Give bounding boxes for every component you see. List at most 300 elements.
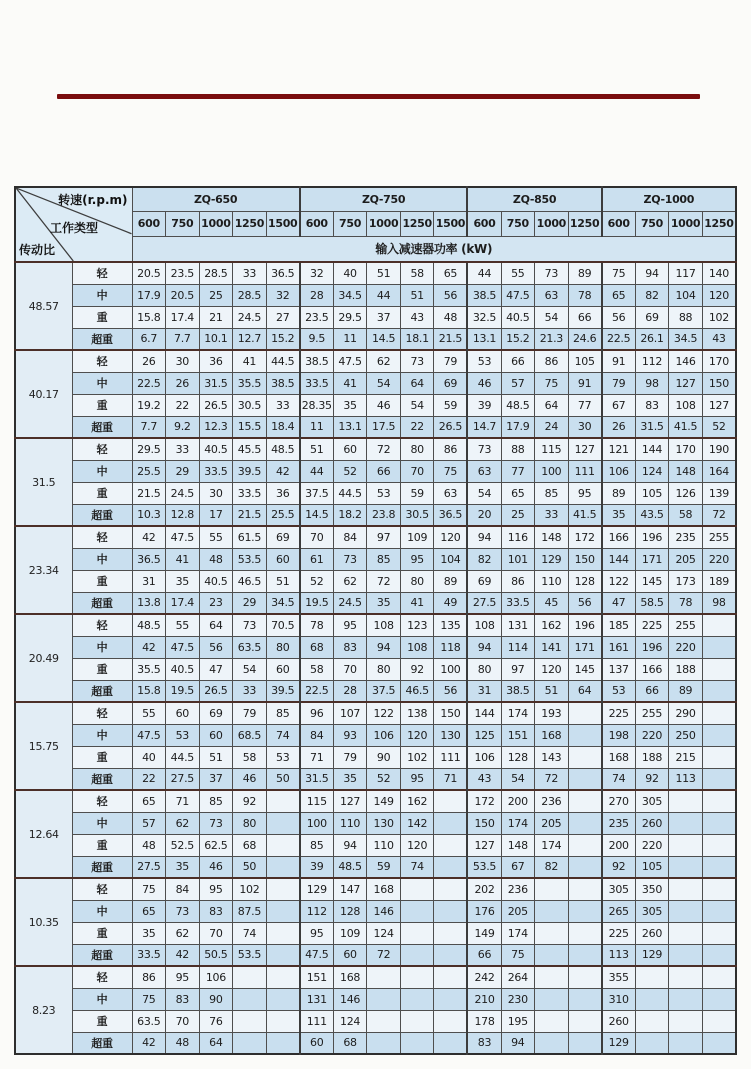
value-cell: 48: [434, 306, 468, 328]
value-cell: 56: [199, 636, 233, 658]
value-cell: 10.1: [199, 328, 233, 350]
speed-header: 1000: [367, 211, 401, 236]
value-cell: 9.2: [166, 416, 200, 438]
value-cell: 12.3: [199, 416, 233, 438]
value-cell: 171: [568, 636, 602, 658]
value-cell: [400, 1010, 434, 1032]
value-cell: [367, 966, 401, 988]
value-cell: 55: [501, 262, 535, 284]
power-unit-label: 输入减速器功率 (kW): [132, 236, 736, 262]
value-cell: [434, 790, 468, 812]
ratio-cell: 48.57: [15, 262, 72, 350]
value-cell: 30: [568, 416, 602, 438]
value-cell: 39.5: [266, 680, 300, 702]
value-cell: 151: [501, 724, 535, 746]
value-cell: 111: [300, 1010, 334, 1032]
value-cell: 69: [467, 570, 501, 592]
value-cell: [635, 988, 669, 1010]
value-cell: [535, 1032, 569, 1054]
value-cell: 36: [266, 482, 300, 504]
value-cell: 86: [535, 350, 569, 372]
value-cell: [535, 900, 569, 922]
value-cell: 150: [702, 372, 736, 394]
work-type-cell: 超重: [72, 680, 132, 702]
value-cell: 43: [400, 306, 434, 328]
value-cell: [266, 834, 300, 856]
value-cell: 87.5: [233, 900, 267, 922]
value-cell: 92: [635, 768, 669, 790]
value-cell: [400, 988, 434, 1010]
speed-header: 1000: [669, 211, 703, 236]
value-cell: 131: [501, 614, 535, 636]
value-cell: [702, 856, 736, 878]
value-cell: [535, 922, 569, 944]
work-type-cell: 轻: [72, 438, 132, 460]
value-cell: 27.5: [467, 592, 501, 614]
work-type-cell: 中: [72, 636, 132, 658]
value-cell: [568, 834, 602, 856]
value-cell: 121: [602, 438, 636, 460]
value-cell: [702, 724, 736, 746]
value-cell: 116: [501, 526, 535, 548]
value-cell: 39: [300, 856, 334, 878]
value-cell: 91: [602, 350, 636, 372]
value-cell: [434, 878, 468, 900]
value-cell: 150: [467, 812, 501, 834]
value-cell: 41: [233, 350, 267, 372]
value-cell: 106: [367, 724, 401, 746]
table-row: [15, 966, 736, 988]
value-cell: 143: [535, 746, 569, 768]
value-cell: 32: [266, 284, 300, 306]
value-cell: 124: [333, 1010, 367, 1032]
value-cell: 86: [132, 966, 166, 988]
value-cell: 47.5: [166, 526, 200, 548]
value-cell: 53: [367, 482, 401, 504]
value-cell: 127: [669, 372, 703, 394]
value-cell: 92: [400, 658, 434, 680]
value-cell: 17.4: [166, 592, 200, 614]
value-cell: 27.5: [166, 768, 200, 790]
speed-header: 1250: [233, 211, 267, 236]
value-cell: 71: [166, 790, 200, 812]
value-cell: 168: [333, 966, 367, 988]
work-type-cell: 超重: [72, 768, 132, 790]
value-cell: 36.5: [266, 262, 300, 284]
value-cell: 112: [300, 900, 334, 922]
value-cell: 137: [602, 658, 636, 680]
value-cell: 225: [602, 702, 636, 724]
work-type-cell: 中: [72, 284, 132, 306]
value-cell: 129: [635, 944, 669, 966]
value-cell: 188: [635, 746, 669, 768]
value-cell: 12.7: [233, 328, 267, 350]
table-row: [15, 790, 736, 812]
value-cell: 122: [367, 702, 401, 724]
value-cell: 75: [132, 988, 166, 1010]
value-cell: 120: [535, 658, 569, 680]
value-cell: 150: [568, 548, 602, 570]
work-type-cell: 超重: [72, 944, 132, 966]
value-cell: [568, 812, 602, 834]
value-cell: 85: [300, 834, 334, 856]
value-cell: 44: [467, 262, 501, 284]
value-cell: [434, 922, 468, 944]
value-cell: 145: [635, 570, 669, 592]
value-cell: 22: [166, 394, 200, 416]
value-cell: 47.5: [132, 724, 166, 746]
value-cell: 11: [300, 416, 334, 438]
value-cell: 200: [501, 790, 535, 812]
value-cell: 101: [501, 548, 535, 570]
value-cell: 44.5: [333, 482, 367, 504]
value-cell: 38.5: [266, 372, 300, 394]
value-cell: 80: [233, 812, 267, 834]
value-cell: 52.5: [166, 834, 200, 856]
value-cell: 66: [568, 306, 602, 328]
value-cell: 305: [635, 900, 669, 922]
value-cell: 59: [367, 856, 401, 878]
value-cell: 22.5: [132, 372, 166, 394]
value-cell: 172: [467, 790, 501, 812]
reducer-power-table: [14, 186, 737, 1055]
value-cell: 242: [467, 966, 501, 988]
value-cell: 64: [199, 614, 233, 636]
value-cell: 51: [400, 284, 434, 306]
value-cell: 41.5: [568, 504, 602, 526]
value-cell: 129: [602, 1032, 636, 1054]
value-cell: 21: [199, 306, 233, 328]
work-type-cell: 超重: [72, 328, 132, 350]
value-cell: 58.5: [635, 592, 669, 614]
value-cell: [702, 834, 736, 856]
value-cell: 40.5: [199, 570, 233, 592]
value-cell: 305: [635, 790, 669, 812]
value-cell: 67: [501, 856, 535, 878]
value-cell: 35: [166, 856, 200, 878]
value-cell: [702, 878, 736, 900]
value-cell: 89: [602, 482, 636, 504]
work-type-cell: 超重: [72, 416, 132, 438]
value-cell: 68: [233, 834, 267, 856]
value-cell: 56: [434, 680, 468, 702]
value-cell: 66: [501, 350, 535, 372]
value-cell: 35: [132, 922, 166, 944]
value-cell: 72: [702, 504, 736, 526]
page-top-rule: [57, 94, 700, 99]
value-cell: 40: [132, 746, 166, 768]
value-cell: 25: [199, 284, 233, 306]
value-cell: 178: [467, 1010, 501, 1032]
value-cell: 40.5: [199, 438, 233, 460]
value-cell: 135: [434, 614, 468, 636]
value-cell: 48: [132, 834, 166, 856]
value-cell: 107: [333, 702, 367, 724]
value-cell: 196: [635, 526, 669, 548]
value-cell: 15.2: [501, 328, 535, 350]
value-cell: 126: [669, 482, 703, 504]
value-cell: 13.1: [467, 328, 501, 350]
value-cell: 33: [266, 394, 300, 416]
work-type-cell: 轻: [72, 966, 132, 988]
value-cell: 66: [635, 680, 669, 702]
value-cell: [702, 702, 736, 724]
value-cell: 63: [434, 482, 468, 504]
value-cell: 80: [367, 658, 401, 680]
speed-header: 1000: [199, 211, 233, 236]
value-cell: 120: [400, 724, 434, 746]
value-cell: 90: [199, 988, 233, 1010]
value-cell: 47.5: [166, 636, 200, 658]
value-cell: [266, 1032, 300, 1054]
value-cell: 6.7: [132, 328, 166, 350]
value-cell: 235: [602, 812, 636, 834]
value-cell: 13.8: [132, 592, 166, 614]
value-cell: 73: [166, 900, 200, 922]
table-row: [15, 922, 736, 944]
value-cell: 44.5: [266, 350, 300, 372]
value-cell: 82: [635, 284, 669, 306]
value-cell: 58: [669, 504, 703, 526]
value-cell: 130: [434, 724, 468, 746]
value-cell: 174: [501, 702, 535, 724]
value-cell: [535, 966, 569, 988]
value-cell: 148: [535, 526, 569, 548]
table-header: [15, 187, 736, 262]
value-cell: 111: [568, 460, 602, 482]
table-row: [15, 944, 736, 966]
value-cell: 102: [400, 746, 434, 768]
value-cell: [568, 878, 602, 900]
value-cell: 83: [166, 988, 200, 1010]
value-cell: 13.1: [333, 416, 367, 438]
value-cell: 98: [635, 372, 669, 394]
ratio-cell: 12.64: [15, 790, 72, 878]
value-cell: 225: [602, 922, 636, 944]
value-cell: 128: [333, 900, 367, 922]
ratio-group: [15, 614, 736, 702]
value-cell: 230: [501, 988, 535, 1010]
value-cell: 44: [300, 460, 334, 482]
value-cell: 32.5: [467, 306, 501, 328]
value-cell: 43.5: [635, 504, 669, 526]
value-cell: [635, 966, 669, 988]
value-cell: 83: [199, 900, 233, 922]
value-cell: 53: [266, 746, 300, 768]
value-cell: [702, 636, 736, 658]
value-cell: 236: [535, 790, 569, 812]
ratio-cell: 23.34: [15, 526, 72, 614]
value-cell: 125: [467, 724, 501, 746]
value-cell: 29: [233, 592, 267, 614]
value-cell: 73: [199, 812, 233, 834]
value-cell: 58: [233, 746, 267, 768]
value-cell: 31.5: [635, 416, 669, 438]
model-header: ZQ-1000: [602, 187, 736, 211]
table-row: [15, 284, 736, 306]
value-cell: 26.1: [635, 328, 669, 350]
value-cell: 73: [467, 438, 501, 460]
value-cell: 46: [367, 394, 401, 416]
value-cell: 111: [434, 746, 468, 768]
value-cell: 70: [333, 658, 367, 680]
value-cell: 174: [501, 812, 535, 834]
value-cell: 220: [702, 548, 736, 570]
value-cell: 86: [501, 570, 535, 592]
value-cell: 145: [568, 658, 602, 680]
value-cell: 48.5: [501, 394, 535, 416]
speed-header: 750: [635, 211, 669, 236]
value-cell: 75: [132, 878, 166, 900]
table-row: [15, 416, 736, 438]
value-cell: 29.5: [132, 438, 166, 460]
value-cell: 108: [669, 394, 703, 416]
value-cell: 39.5: [233, 460, 267, 482]
value-cell: 51: [535, 680, 569, 702]
value-cell: 38.5: [501, 680, 535, 702]
value-cell: 115: [535, 438, 569, 460]
value-cell: 23.8: [367, 504, 401, 526]
value-cell: 127: [702, 394, 736, 416]
value-cell: [568, 944, 602, 966]
value-cell: 54: [233, 658, 267, 680]
value-cell: [367, 1010, 401, 1032]
value-cell: 83: [333, 636, 367, 658]
value-cell: [434, 988, 468, 1010]
value-cell: 72: [367, 438, 401, 460]
work-type-cell: 重: [72, 482, 132, 504]
value-cell: 55: [199, 526, 233, 548]
value-cell: 174: [501, 922, 535, 944]
value-cell: 69: [199, 702, 233, 724]
value-cell: 75: [602, 262, 636, 284]
work-type-cell: 中: [72, 460, 132, 482]
value-cell: [434, 834, 468, 856]
value-cell: 32: [300, 262, 334, 284]
value-cell: 40.5: [166, 658, 200, 680]
ratio-group: [15, 262, 736, 350]
value-cell: 200: [602, 834, 636, 856]
value-cell: 260: [635, 922, 669, 944]
work-type-cell: 超重: [72, 856, 132, 878]
value-cell: [669, 790, 703, 812]
value-cell: 95: [199, 878, 233, 900]
value-cell: [669, 900, 703, 922]
value-cell: 28: [300, 284, 334, 306]
value-cell: [535, 1010, 569, 1032]
value-cell: 235: [669, 526, 703, 548]
table-row: [15, 900, 736, 922]
value-cell: [434, 1032, 468, 1054]
value-cell: 149: [367, 790, 401, 812]
work-type-cell: 重: [72, 658, 132, 680]
ratio-cell: 8.23: [15, 966, 72, 1054]
value-cell: 162: [535, 614, 569, 636]
value-cell: 65: [501, 482, 535, 504]
value-cell: 355: [602, 966, 636, 988]
value-cell: 58: [400, 262, 434, 284]
value-cell: 33.5: [132, 944, 166, 966]
value-cell: 35: [333, 394, 367, 416]
table-row: [15, 768, 736, 790]
value-cell: 60: [266, 548, 300, 570]
value-cell: [434, 1010, 468, 1032]
value-cell: 33.5: [199, 460, 233, 482]
value-cell: 120: [400, 834, 434, 856]
value-cell: 21.3: [535, 328, 569, 350]
value-cell: 35.5: [132, 658, 166, 680]
value-cell: 48: [199, 548, 233, 570]
table-row: [15, 988, 736, 1010]
value-cell: 69: [635, 306, 669, 328]
value-cell: 17: [199, 504, 233, 526]
value-cell: 39: [467, 394, 501, 416]
value-cell: [400, 966, 434, 988]
value-cell: 30: [166, 350, 200, 372]
value-cell: 41: [400, 592, 434, 614]
value-cell: 74: [233, 922, 267, 944]
value-cell: 15.8: [132, 306, 166, 328]
value-cell: 147: [333, 878, 367, 900]
value-cell: 170: [669, 438, 703, 460]
value-cell: 73: [535, 262, 569, 284]
value-cell: 51: [199, 746, 233, 768]
work-type-cell: 轻: [72, 702, 132, 724]
value-cell: 148: [501, 834, 535, 856]
value-cell: 21.5: [434, 328, 468, 350]
value-cell: 264: [501, 966, 535, 988]
work-type-cell: 中: [72, 724, 132, 746]
value-cell: 24: [535, 416, 569, 438]
value-cell: 74: [400, 856, 434, 878]
value-cell: [702, 1032, 736, 1054]
value-cell: 25: [501, 504, 535, 526]
work-type-cell: 轻: [72, 350, 132, 372]
table-row: [15, 438, 736, 460]
value-cell: 89: [434, 570, 468, 592]
value-cell: 265: [602, 900, 636, 922]
power-table-wrap: [14, 186, 738, 1055]
value-cell: 30: [199, 482, 233, 504]
value-cell: 47.5: [501, 284, 535, 306]
value-cell: 173: [669, 570, 703, 592]
value-cell: 31.5: [199, 372, 233, 394]
value-cell: 36.5: [132, 548, 166, 570]
value-cell: 113: [602, 944, 636, 966]
value-cell: 80: [467, 658, 501, 680]
value-cell: 55: [166, 614, 200, 636]
value-cell: 120: [434, 526, 468, 548]
value-cell: 64: [568, 680, 602, 702]
value-cell: 82: [467, 548, 501, 570]
value-cell: 63.5: [132, 1010, 166, 1032]
value-cell: 128: [501, 746, 535, 768]
value-cell: 210: [467, 988, 501, 1010]
value-cell: 43: [702, 328, 736, 350]
value-cell: 189: [702, 570, 736, 592]
value-cell: [400, 944, 434, 966]
work-type-cell: 中: [72, 988, 132, 1010]
value-cell: [535, 988, 569, 1010]
value-cell: 91: [568, 372, 602, 394]
value-cell: 21.5: [132, 482, 166, 504]
table-row: [15, 680, 736, 702]
speed-header: 1250: [400, 211, 434, 236]
value-cell: 26: [166, 372, 200, 394]
value-cell: 47.5: [300, 944, 334, 966]
ratio-group: [15, 878, 736, 966]
value-cell: 62: [166, 922, 200, 944]
